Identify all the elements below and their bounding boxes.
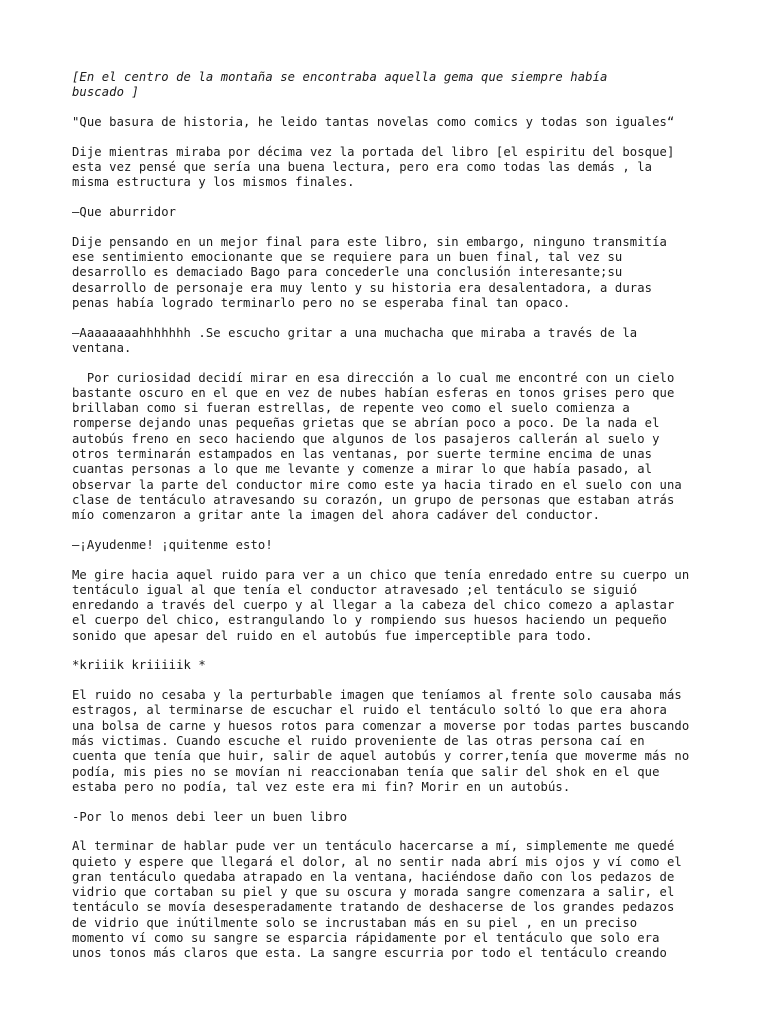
story-paragraph: Dije mientras miraba por décima vez la portada del libro [el espiritu del bosque] esta vez pensé que sería una buena lectura, pero era como todas las demás , la misma estructura y los mismos finales. <box>72 144 675 190</box>
story-paragraph: –¡Ayudenme! ¡quitenme esto! <box>72 537 273 552</box>
epigraph-paragraph: [En el centro de la montaña se encontraba aquella gema que siempre había buscado ] <box>72 70 608 100</box>
document-page <box>72 70 712 976</box>
story-paragraph: El ruido no cesaba y la perturbable imagen que teníamos al frente solo causaba más estragos, al terminarse de escuchar el ruido el tentáculo soltó lo que era ahora una bolsa de carne y huesos rotos para comenzar a moverse por todas partes buscando más victimas. Cuando escuche el ruido proveniente de las otras persona caí en cuenta que tenía que huir, salir de aquel autobús y correr,tenía que moverme más no podía, mis pies no se movían ni reaccionaban tenía que salir del shok en el que estaba pero no podía, tal vez este era mi fin? Morir en un autobús. <box>72 688 690 794</box>
story-paragraph: Me gire hacia aquel ruido para ver a un chico que tenía enredado entre su cuerpo un tentáculo igual al que tenía el conductor atravesado ;el tentáculo se siguió enredando a través del cuerpo y al llegar a la cabeza del chico comezo a aplastar el cuerpo del chico, estrangulando lo y rompiendo sus huesos haciendo un pequeño sonido que apesar del ruido en el autobús fue imperceptible para todo. <box>72 567 690 643</box>
story-paragraph: –Aaaaaaaahhhhhhh .Se escucho gritar a una muchacha que miraba a través de la ventana. <box>72 325 638 355</box>
story-paragraph: "Que basura de historia, he leido tantas novelas como comics y todas son iguales“ <box>72 114 675 129</box>
story-paragraph: *kriiik kriiiiik * <box>72 658 206 673</box>
story-paragraph: Por curiosidad decidí mirar en esa dirección a lo cual me encontré con un cielo bastante oscuro en el que en vez de nubes habían esferas en tonos grises pero que brillaban como si fueran estrellas, de repente veo como el suelo comienza a romperse dejando unas pequeñas grietas que se abrían poco a poco. De la nada el autobús freno en seco haciendo que algunos de los pasajeros callerán al suelo y otros terminarán estampados en las ventanas, por suerte termine encima de unas cuantas personas a lo que me levante y comenze a mirar lo que había pasado, al observar la parte del conductor mire como este ya hacia tirado en el suelo con una clase de tentáculo atravesando su corazón, un grupo de personas que estaban atrás mío comenzaron a gritar ante la imagen del ahora cadáver del conductor. <box>72 370 682 523</box>
story-paragraph: –Que aburridor <box>72 204 177 219</box>
story-paragraph: -Por lo menos debi leer un buen libro <box>72 809 348 824</box>
story-paragraph: Dije pensando en un mejor final para este libro, sin embargo, ninguno transmitía ese sentimiento emocionante que se requiere para un buen final, tal vez su desarrollo es demaciado Bago para concederle una conclusión interesante;su desarrollo de personaje era muy lento y su historia era desalentadora, a duras penas había logrado terminarlo pero no se esperaba final tan opaco. <box>72 234 667 310</box>
story-paragraph: Al terminar de hablar pude ver un tentáculo hacercarse a mí, simplemente me quedé quieto y espere que llegará el dolor, al no sentir nada abrí mis ojos y ví como el gran tentáculo quedaba atrapado en la ventana, haciéndose daño con los pedazos de vidrio que cortaban su piel y que su oscura y morada sangre comenzara a salir, el tentáculo se movía desesperadamente tratando de deshacerse de los grandes pedazos de vidrio que inútilmente solo se incrustaban más en su piel , en un preciso momento ví como su sangre se esparcia rápidamente por el tentáculo que solo era unos tonos más claros que esta. La sangre escurria por todo el tentáculo creando <box>72 839 682 961</box>
